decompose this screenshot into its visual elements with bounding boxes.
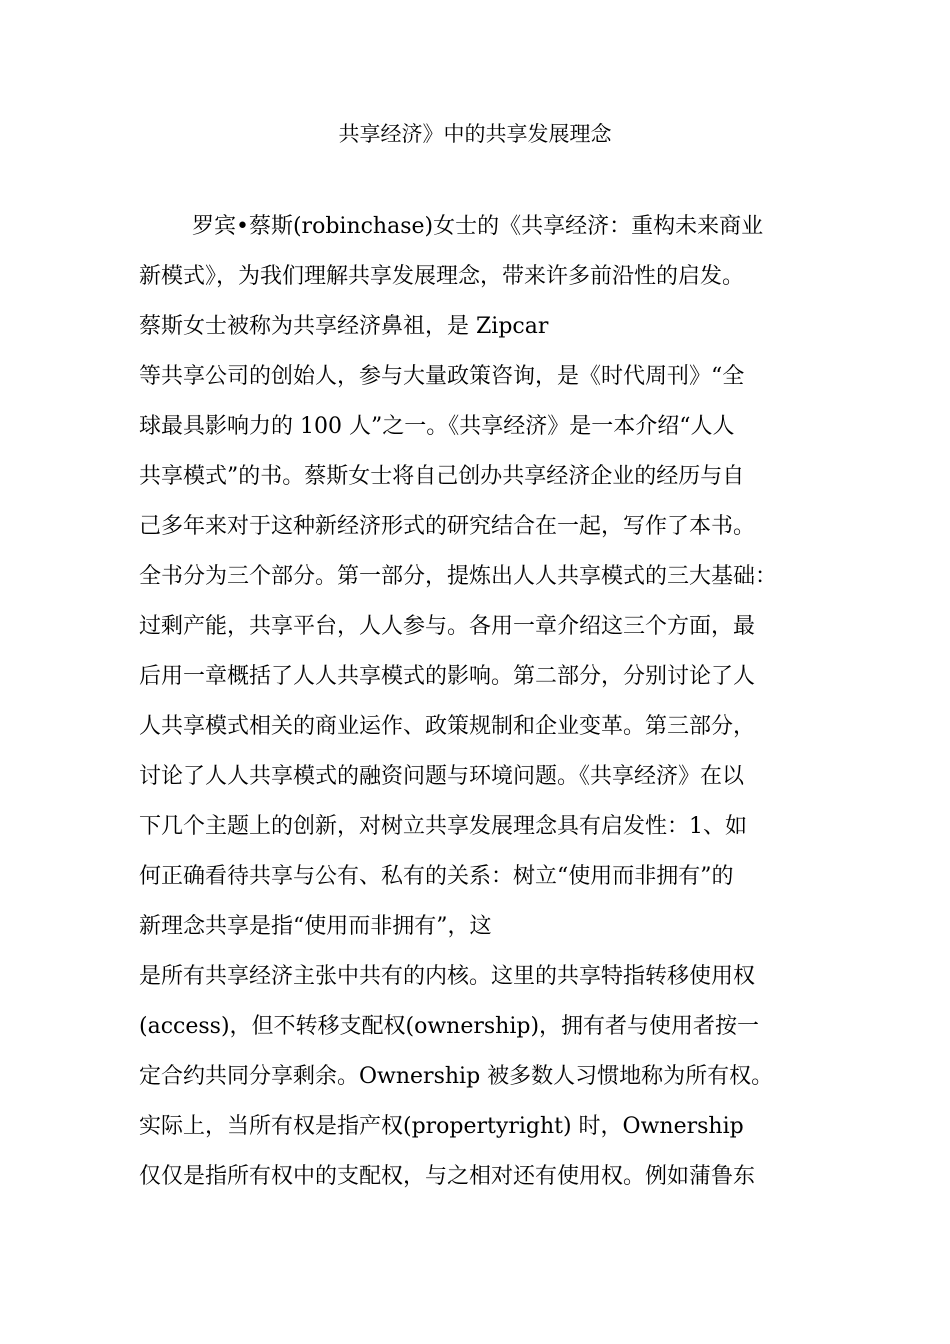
- text-line: 实际上，当所有权是指产权(propertyright) 时，Ownership: [139, 1114, 744, 1139]
- text-line: 罗宾•蔡斯(robinchase)女士的《共享经济：重构未来商业: [192, 214, 764, 239]
- text-line: 全书分为三个部分。第一部分，提炼出人人共享模式的三大基础：: [139, 564, 778, 589]
- text-line: 人共享模式相关的商业运作、政策规制和企业变革。第三部分，: [139, 714, 756, 739]
- text-line: 讨论了人人共享模式的融资问题与环境问题。《共享经济》在以: [139, 764, 745, 789]
- text-line: 后用一章概括了人人共享模式的影响。第二部分，分别讨论了人: [139, 664, 756, 689]
- text-line: 共享模式”的书。蔡斯女士将自己创办共享经济企业的经历与自: [139, 464, 745, 489]
- text-line: 是所有共享经济主张中共有的内核。这里的共享特指转移使用权: [139, 964, 756, 989]
- text-line: 蔡斯女士被称为共享经济鼻祖，是 Zipcar: [139, 314, 549, 339]
- text-line: 球最具影响力的 100 人”之一。《共享经济》是一本介绍“人人: [139, 414, 735, 439]
- text-line: 何正确看待共享与公有、私有的关系：树立“使用而非拥有”的: [139, 864, 734, 889]
- text-line: 己多年来对于这种新经济形式的研究结合在一起，写作了本书。: [139, 514, 756, 539]
- text-line: 仅仅是指所有权中的支配权，与之相对还有使用权。例如蒲鲁东: [139, 1164, 756, 1189]
- body-paragraph: [139, 210, 819, 1210]
- document-title: 共享经济》中的共享发展理念: [338, 122, 612, 146]
- text-line: 定合约共同分享剩余。Ownership 被多数人习惯地称为所有权。: [139, 1064, 774, 1089]
- text-line: (access)，但不转移支配权(ownership)，拥有者与使用者按一: [139, 1014, 760, 1039]
- text-line: 新模式》，为我们理解共享发展理念，带来许多前沿性的启发。: [139, 264, 745, 289]
- text-line: 过剩产能，共享平台，人人参与。各用一章介绍这三个方面，最: [139, 614, 756, 639]
- text-line: 下几个主题上的创新，对树立共享发展理念具有启发性：1、如: [139, 814, 747, 839]
- text-line: 等共享公司的创始人，参与大量政策咨询，是《时代周刊》“全: [139, 364, 745, 389]
- text-line: 新理念共享是指“使用而非拥有”，这: [139, 914, 492, 939]
